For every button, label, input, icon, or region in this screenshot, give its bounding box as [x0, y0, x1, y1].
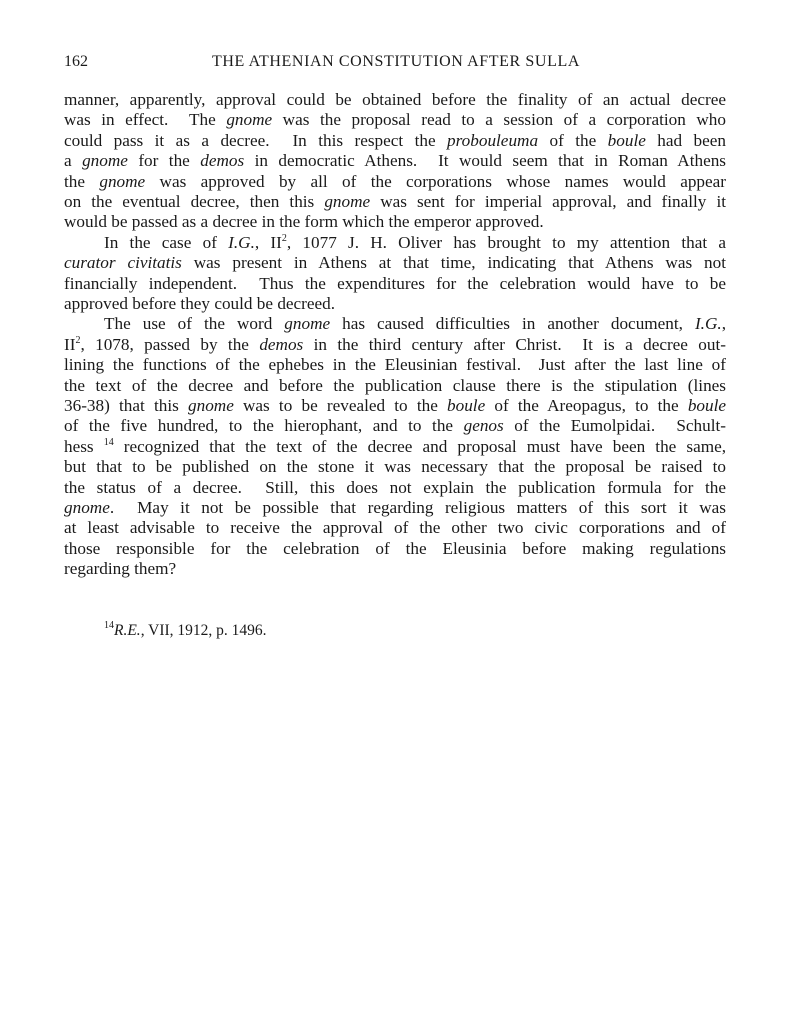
italic-term: gnome	[64, 498, 110, 517]
text-run: for the	[127, 151, 201, 171]
text-run: the status of a decree. Still, this does not explain the publication formula for the	[64, 477, 726, 497]
text-line	[64, 89, 726, 111]
text-run: financially independent. Thus the expenditures for the celebration would have to be	[64, 273, 726, 293]
superscript: 2	[281, 232, 287, 244]
italic-term: demos	[259, 334, 304, 354]
text-run: , 1078, passed by the	[80, 334, 260, 354]
text-run: hess	[64, 436, 104, 456]
text-run: of the	[538, 130, 608, 150]
text-run: The use of the word	[104, 314, 285, 334]
text-run: was approved by all of the corporations whose names would appear	[145, 171, 726, 191]
text-run: would be passed as a decree in the form which the emperor approved.	[64, 212, 544, 232]
text-line	[64, 415, 726, 437]
text-run: was sent for imperial approval, and finally it	[370, 192, 726, 211]
text-run: , 1077 J. H. Oliver has brought to my attention that a	[286, 232, 726, 252]
text-line	[64, 395, 726, 417]
footnote-14	[104, 621, 267, 641]
text-run: recognized that the text of the decree and proposal must have been the same,	[113, 436, 726, 456]
italic-term: boule	[607, 130, 646, 150]
text-run: was to be revealed to the	[233, 396, 448, 415]
footnote-reference: R.E.	[114, 622, 141, 639]
footnote-text: , VII, 1912, p. 1496.	[140, 622, 267, 639]
text-run: was present in Athens at that time, indicating that Athens was not	[181, 253, 726, 273]
text-run: could pass it as a decree. In this respect the	[64, 130, 448, 150]
text-run: 36-38) that this	[64, 396, 188, 415]
text-line	[64, 150, 726, 172]
text-run: II	[64, 334, 76, 354]
text-run: but that to be published on the stone it was necessary that the proposal be raised to	[64, 457, 726, 477]
text-line	[64, 558, 726, 580]
italic-term: curator civitatis	[64, 253, 182, 273]
text-line	[64, 456, 726, 478]
text-line	[64, 375, 726, 397]
text-line	[64, 252, 726, 274]
italic-term: demos	[200, 151, 245, 171]
italic-term: probouleuma	[447, 130, 539, 150]
text-run: , II	[254, 232, 282, 252]
text-run: of the Eumolpidai. Schult-	[503, 416, 726, 436]
text-line	[64, 191, 726, 213]
text-run: In the case of	[104, 232, 229, 252]
superscript: 2	[75, 334, 81, 346]
text-line	[64, 171, 726, 193]
text-line	[64, 293, 726, 315]
text-run: the text of the decree and before the publication clause there is the stipulation (lines	[64, 375, 726, 395]
text-line	[64, 354, 726, 376]
italic-term: gnome	[324, 192, 371, 211]
text-line	[64, 130, 726, 152]
text-line	[64, 334, 726, 356]
text-line	[64, 273, 726, 295]
text-line	[64, 211, 726, 233]
italic-term: gnome	[188, 396, 234, 415]
text-line	[64, 477, 726, 499]
running-title: THE ATHENIAN CONSTITUTION AFTER SULLA	[212, 53, 580, 70]
text-run: lining the functions of the ephebes in the Eleusinian festival. Just after the last line of	[64, 355, 726, 375]
text-line	[64, 538, 726, 560]
text-run: a	[64, 151, 83, 171]
italic-term: boule	[447, 396, 486, 415]
text-run: ,	[721, 314, 726, 334]
text-line	[64, 109, 726, 131]
text-run: was in effect. The	[64, 110, 227, 130]
italic-term: boule	[687, 396, 726, 415]
page-number: 162	[64, 53, 88, 70]
text-run: in democratic Athens. It would seem that in Roman Athens	[244, 151, 726, 171]
superscript: 14	[103, 436, 114, 448]
italic-term: gnome	[226, 110, 273, 130]
text-run: of the Areopagus, to the	[485, 396, 688, 415]
italic-term: I.G.	[228, 232, 255, 252]
text-run: approved before they could be decreed.	[64, 294, 336, 313]
italic-term: I.G.	[694, 314, 722, 334]
italic-term: gnome	[99, 171, 146, 191]
text-line	[104, 232, 726, 254]
text-run: in the third century after Christ. It is a decree out-	[303, 334, 726, 354]
text-line	[64, 436, 726, 458]
text-run: of the five hundred, to the hierophant, and to the	[64, 416, 464, 436]
text-run: the	[64, 171, 100, 191]
footnote-marker: 14	[104, 620, 114, 631]
text-run: those responsible for the celebration of the Eleusinia before making regulations	[64, 538, 726, 558]
text-line	[64, 517, 726, 539]
italic-term: genos	[463, 416, 504, 436]
text-run: at least advisable to receive the approval of the other two civic corporations and of	[64, 518, 726, 538]
text-run: has caused difficulties in another document,	[330, 314, 695, 334]
text-run: . May it not be possible that regarding religious matters of this sort it was	[109, 498, 726, 517]
text-run: had been	[645, 130, 726, 150]
text-line	[104, 313, 726, 335]
italic-term: gnome	[284, 314, 331, 334]
text-run: was the proposal read to a session of a corporation who	[272, 110, 726, 130]
text-line	[64, 497, 726, 519]
text-run: on the eventual decree, then this	[64, 192, 325, 211]
text-run: manner, apparently, approval could be obtained before the finality of an actual decree	[64, 90, 726, 109]
text-run: regarding them?	[64, 559, 177, 579]
italic-term: gnome	[82, 151, 128, 171]
